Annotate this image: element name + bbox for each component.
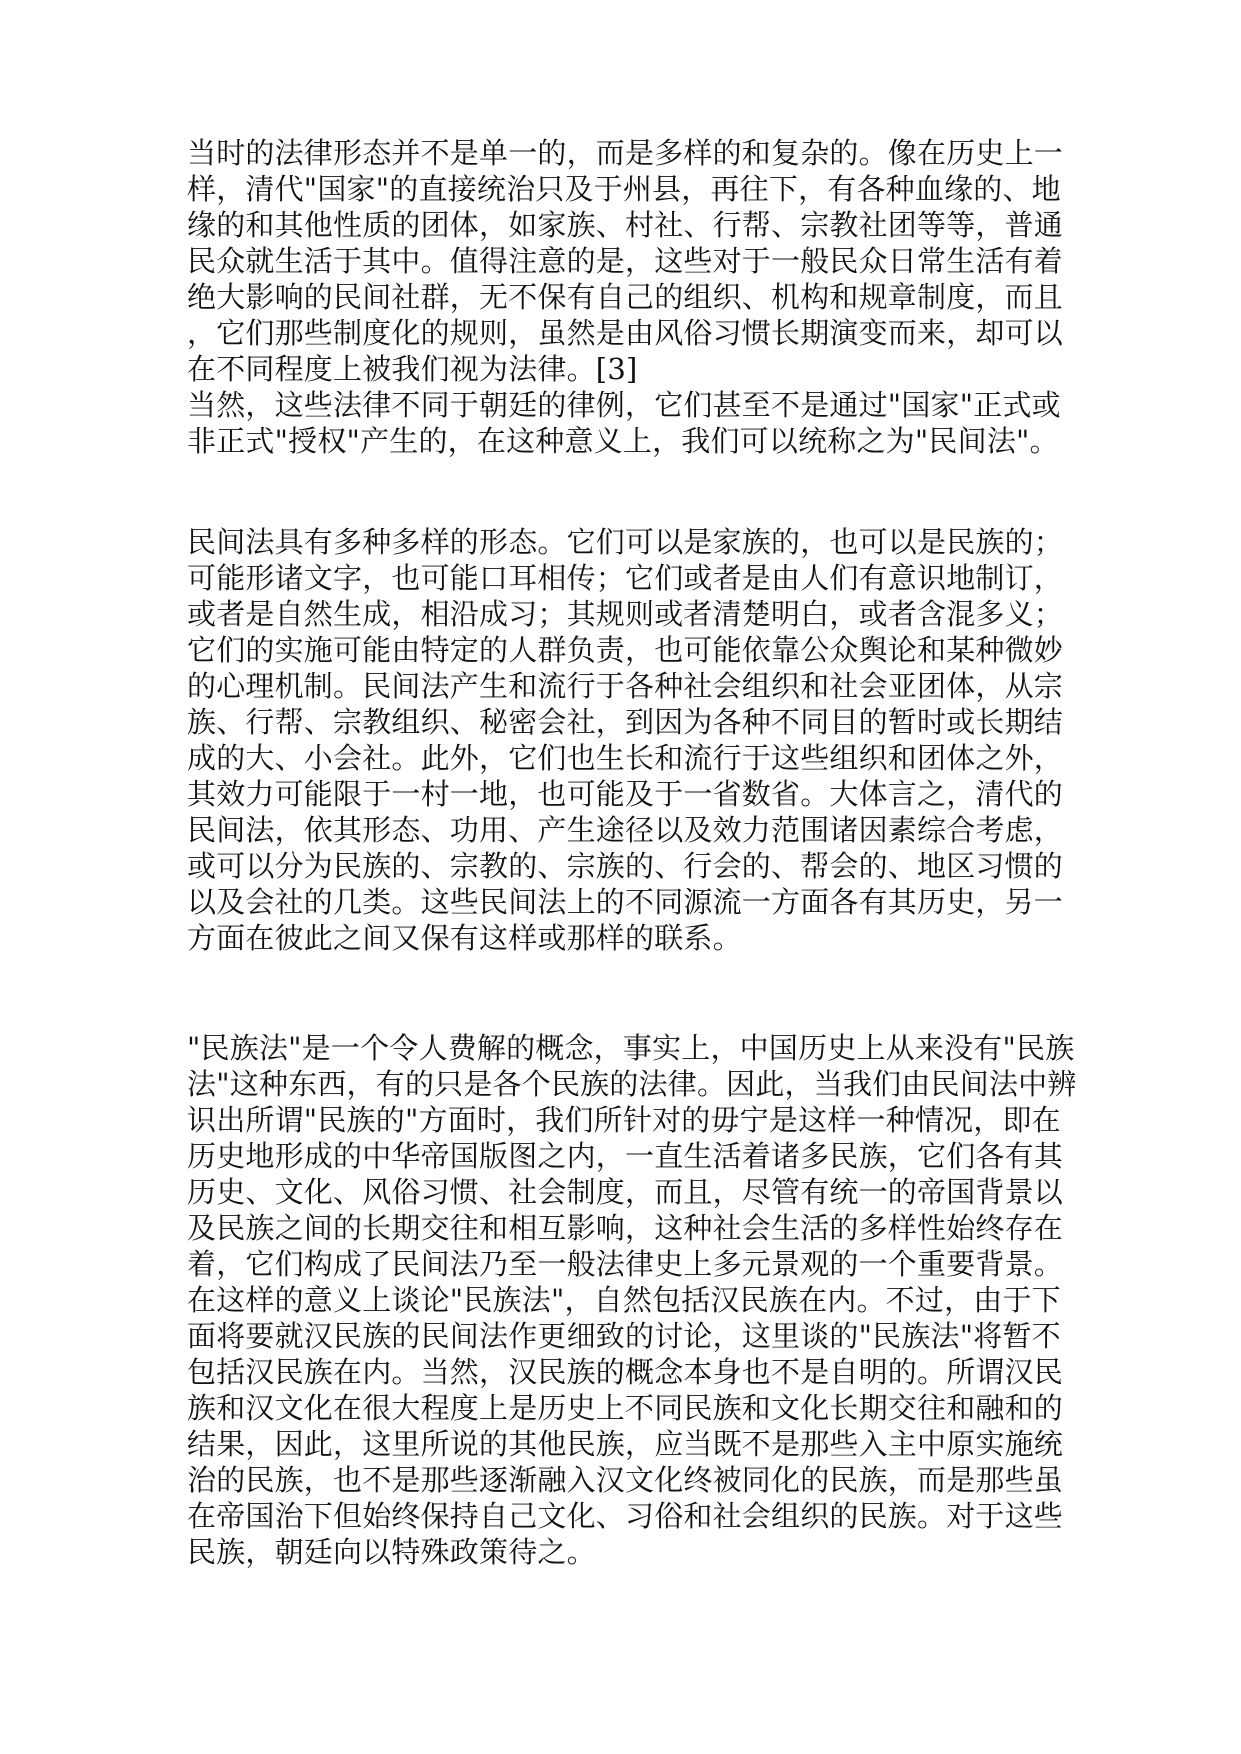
- paragraph-line: 面将要就汉民族的民间法作更细致的讨论，这里谈的"民族法"将暂不: [187, 1319, 1061, 1353]
- paragraph-line: 的心理机制。民间法产生和流行于各种社会组织和社会亚团体，从宗: [187, 669, 1064, 703]
- paragraph-line: 法"这种东西，有的只是各个民族的法律。因此，当我们由民间法中辨: [187, 1067, 1077, 1101]
- paragraph-line: 非正式"授权"产生的，在这种意义上，我们可以统称之为"民间法"。: [187, 424, 1059, 458]
- paragraph-line: 历史、文化、风俗习惯、社会制度，而且，尽管有统一的帝国背景以: [187, 1175, 1064, 1209]
- paragraph-line: 样，清代"国家"的直接统治只及于州县，再往下，有各种血缘的、地: [187, 172, 1061, 206]
- paragraph-line: 民众就生活于其中。值得注意的是，这些对于一般民众日常生活有着: [187, 244, 1064, 278]
- paragraph-line: ，它们那些制度化的规则，虽然是由风俗习惯长期演变而来，却可以: [187, 316, 1064, 350]
- paragraph-line: 在这样的意义上谈论"民族法"，自然包括汉民族在内。不过，由于下: [187, 1283, 1061, 1317]
- paragraph-line: 在不同程度上被我们视为法律。[3]: [187, 352, 638, 386]
- paragraph-line: 结果，因此，这里所说的其他民族，应当既不是那些入主中原实施统: [187, 1427, 1064, 1461]
- paragraph-line: "民族法"是一个令人费解的概念，事实上，中国历史上从来没有"民族: [187, 1031, 1075, 1065]
- paragraph-line: 族和汉文化在很大程度上是历史上不同民族和文化长期交往和融和的: [187, 1391, 1064, 1425]
- paragraph-line: 方面在彼此之间又保有这样或那样的联系。: [187, 921, 742, 955]
- paragraph-line: 其效力可能限于一村一地，也可能及于一省数省。大体言之，清代的: [187, 777, 1064, 811]
- paragraph-line: 它们的实施可能由特定的人群负责，也可能依靠公众舆论和某种微妙: [187, 633, 1064, 667]
- paragraph-line: 或者是自然生成，相沿成习；其规则或者清楚明白，或者含混多义；: [187, 597, 1064, 631]
- paragraph-line: 治的民族，也不是那些逐渐融入汉文化终被同化的民族，而是那些虽: [187, 1463, 1064, 1497]
- paragraph-line: 民族，朝廷向以特殊政策待之。: [187, 1535, 596, 1569]
- paragraph-line: 绝大影响的民间社群，无不保有自己的组织、机构和规章制度，而且: [187, 280, 1064, 314]
- paragraph-line: 或可以分为民族的、宗教的、宗族的、行会的、帮会的、地区习惯的: [187, 849, 1064, 883]
- paragraph-line: 及民族之间的长期交往和相互影响，这种社会生活的多样性始终存在: [187, 1211, 1064, 1245]
- paragraph-line: 族、行帮、宗教组织、秘密会社，到因为各种不同目的暂时或长期结: [187, 705, 1064, 739]
- paragraph-line: 可能形诸文字，也可能口耳相传；它们或者是由人们有意识地制订，: [187, 561, 1064, 595]
- paragraph-line: 民间法具有多种多样的形态。它们可以是家族的，也可以是民族的；: [187, 525, 1064, 559]
- paragraph-line: 当然，这些法律不同于朝廷的律例，它们甚至不是通过"国家"正式或: [187, 388, 1061, 422]
- paragraph-line: 识出所谓"民族的"方面时，我们所针对的毋宁是这样一种情况，即在: [187, 1103, 1061, 1137]
- paragraph-line: 缘的和其他性质的团体，如家族、村社、行帮、宗教社团等等，普通: [187, 208, 1064, 242]
- paragraph-line: 在帝国治下但始终保持自己文化、习俗和社会组织的民族。对于这些: [187, 1499, 1064, 1533]
- paragraph-line: 着，它们构成了民间法乃至一般法律史上多元景观的一个重要背景。: [187, 1247, 1064, 1281]
- paragraph-line: 民间法，依其形态、功用、产生途径以及效力范围诸因素综合考虑，: [187, 813, 1064, 847]
- paragraph-line: 成的大、小会社。此外，它们也生长和流行于这些组织和团体之外，: [187, 741, 1064, 775]
- paragraph-line: 包括汉民族在内。当然，汉民族的概念本身也不是自明的。所谓汉民: [187, 1355, 1064, 1389]
- paragraph-line: 以及会社的几类。这些民间法上的不同源流一方面各有其历史，另一: [187, 885, 1064, 919]
- paragraph-line: 历史地形成的中华帝国版图之内，一直生活着诸多民族，它们各有其: [187, 1139, 1064, 1173]
- paragraph-line: 当时的法律形态并不是单一的，而是多样的和复杂的。像在历史上一: [187, 136, 1064, 170]
